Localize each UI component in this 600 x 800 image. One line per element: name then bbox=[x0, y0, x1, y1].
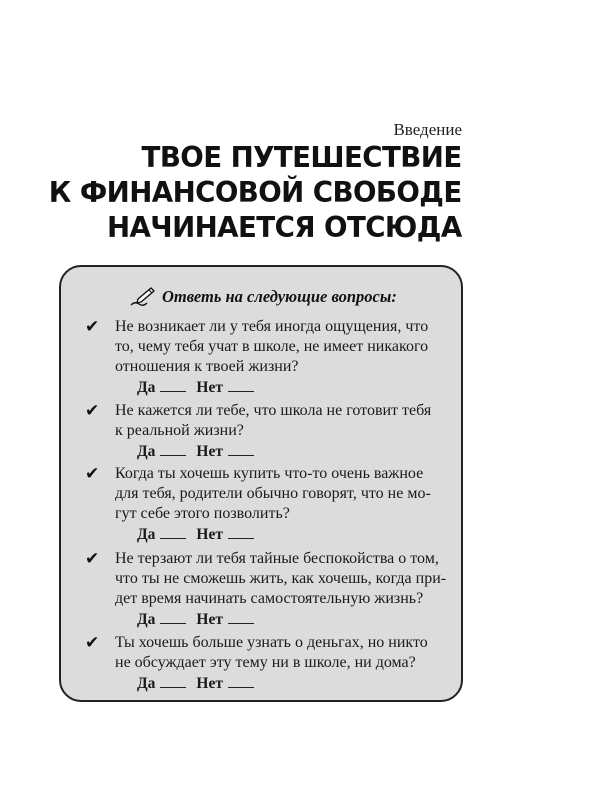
yes-label: Да bbox=[137, 675, 156, 692]
question-line: гут себе этого позволить? bbox=[115, 505, 290, 522]
question-line: Когда ты хочешь купить что-то очень важное bbox=[115, 465, 424, 482]
no-answer-blank[interactable] bbox=[228, 675, 254, 688]
yes-label: Да bbox=[137, 443, 156, 460]
question-text bbox=[115, 633, 445, 673]
quiz-heading bbox=[129, 285, 397, 309]
question-line: что ты не сможешь жить, как хочешь, когда при- bbox=[115, 570, 447, 587]
no-label: Нет bbox=[196, 611, 223, 628]
yes-answer-blank[interactable] bbox=[160, 379, 186, 392]
question-line: отношения к твоей жизни? bbox=[115, 358, 299, 375]
question-item bbox=[85, 633, 445, 694]
question-line: Не кажется ли тебе, что школа не готовит тебя bbox=[115, 402, 432, 419]
yes-answer-blank[interactable] bbox=[160, 526, 186, 539]
chapter-title-line: НАЧИНАЕТСЯ ОТСЮДА bbox=[107, 211, 462, 244]
checkmark-icon: ✔ bbox=[85, 401, 100, 421]
chapter-title-line: К ФИНАНСОВОЙ СВОБОДЕ bbox=[49, 176, 462, 209]
no-answer-blank[interactable] bbox=[228, 379, 254, 392]
question-item bbox=[85, 401, 445, 462]
question-line: Не возникает ли у тебя иногда ощущения, что bbox=[115, 318, 429, 335]
answer-row bbox=[137, 610, 445, 630]
no-label: Нет bbox=[196, 526, 223, 543]
question-line: Не терзают ли тебя тайные беспокойства о том, bbox=[115, 550, 439, 567]
question-line: то, чему тебя учат в школе, не имеет никакого bbox=[115, 338, 429, 355]
section-label: Введение bbox=[393, 120, 462, 139]
yes-answer-blank[interactable] bbox=[160, 611, 186, 624]
quiz-box bbox=[59, 265, 463, 702]
no-answer-blank[interactable] bbox=[228, 611, 254, 624]
checkmark-icon: ✔ bbox=[85, 633, 100, 653]
answer-row bbox=[137, 442, 445, 462]
question-line: не обсуждает эту тему ни в школе, ни дома? bbox=[115, 654, 416, 671]
answer-row bbox=[137, 674, 445, 694]
quiz-heading-text: Ответь на следующие вопросы: bbox=[162, 287, 397, 306]
no-answer-blank[interactable] bbox=[228, 443, 254, 456]
question-item bbox=[85, 317, 445, 398]
question-item bbox=[85, 549, 445, 630]
question-item bbox=[85, 464, 445, 545]
yes-answer-blank[interactable] bbox=[160, 675, 186, 688]
question-line: дет время начинать самостоятельную жизнь? bbox=[115, 590, 424, 607]
question-line: к реальной жизни? bbox=[115, 422, 244, 439]
no-label: Нет bbox=[196, 379, 223, 396]
answer-row bbox=[137, 378, 445, 398]
yes-answer-blank[interactable] bbox=[160, 443, 186, 456]
chapter-title bbox=[49, 140, 462, 245]
pen-writing-icon bbox=[129, 285, 157, 309]
question-line: Ты хочешь больше узнать о деньгах, но никто bbox=[115, 634, 428, 651]
checkmark-icon: ✔ bbox=[85, 549, 100, 569]
no-answer-blank[interactable] bbox=[228, 526, 254, 539]
yes-label: Да bbox=[137, 611, 156, 628]
question-text bbox=[115, 317, 445, 377]
section-header bbox=[393, 120, 462, 140]
question-text bbox=[115, 549, 445, 609]
checkmark-icon: ✔ bbox=[85, 464, 100, 484]
answer-row bbox=[137, 525, 445, 545]
no-label: Нет bbox=[196, 443, 223, 460]
no-label: Нет bbox=[196, 675, 223, 692]
question-text bbox=[115, 401, 445, 441]
question-line: для тебя, родители обычно говорят, что не мо- bbox=[115, 485, 431, 502]
chapter-title-line: ТВОЕ ПУТЕШЕСТВИЕ bbox=[141, 141, 463, 174]
yes-label: Да bbox=[137, 379, 156, 396]
yes-label: Да bbox=[137, 526, 156, 543]
question-text bbox=[115, 464, 445, 524]
checkmark-icon: ✔ bbox=[85, 317, 100, 337]
